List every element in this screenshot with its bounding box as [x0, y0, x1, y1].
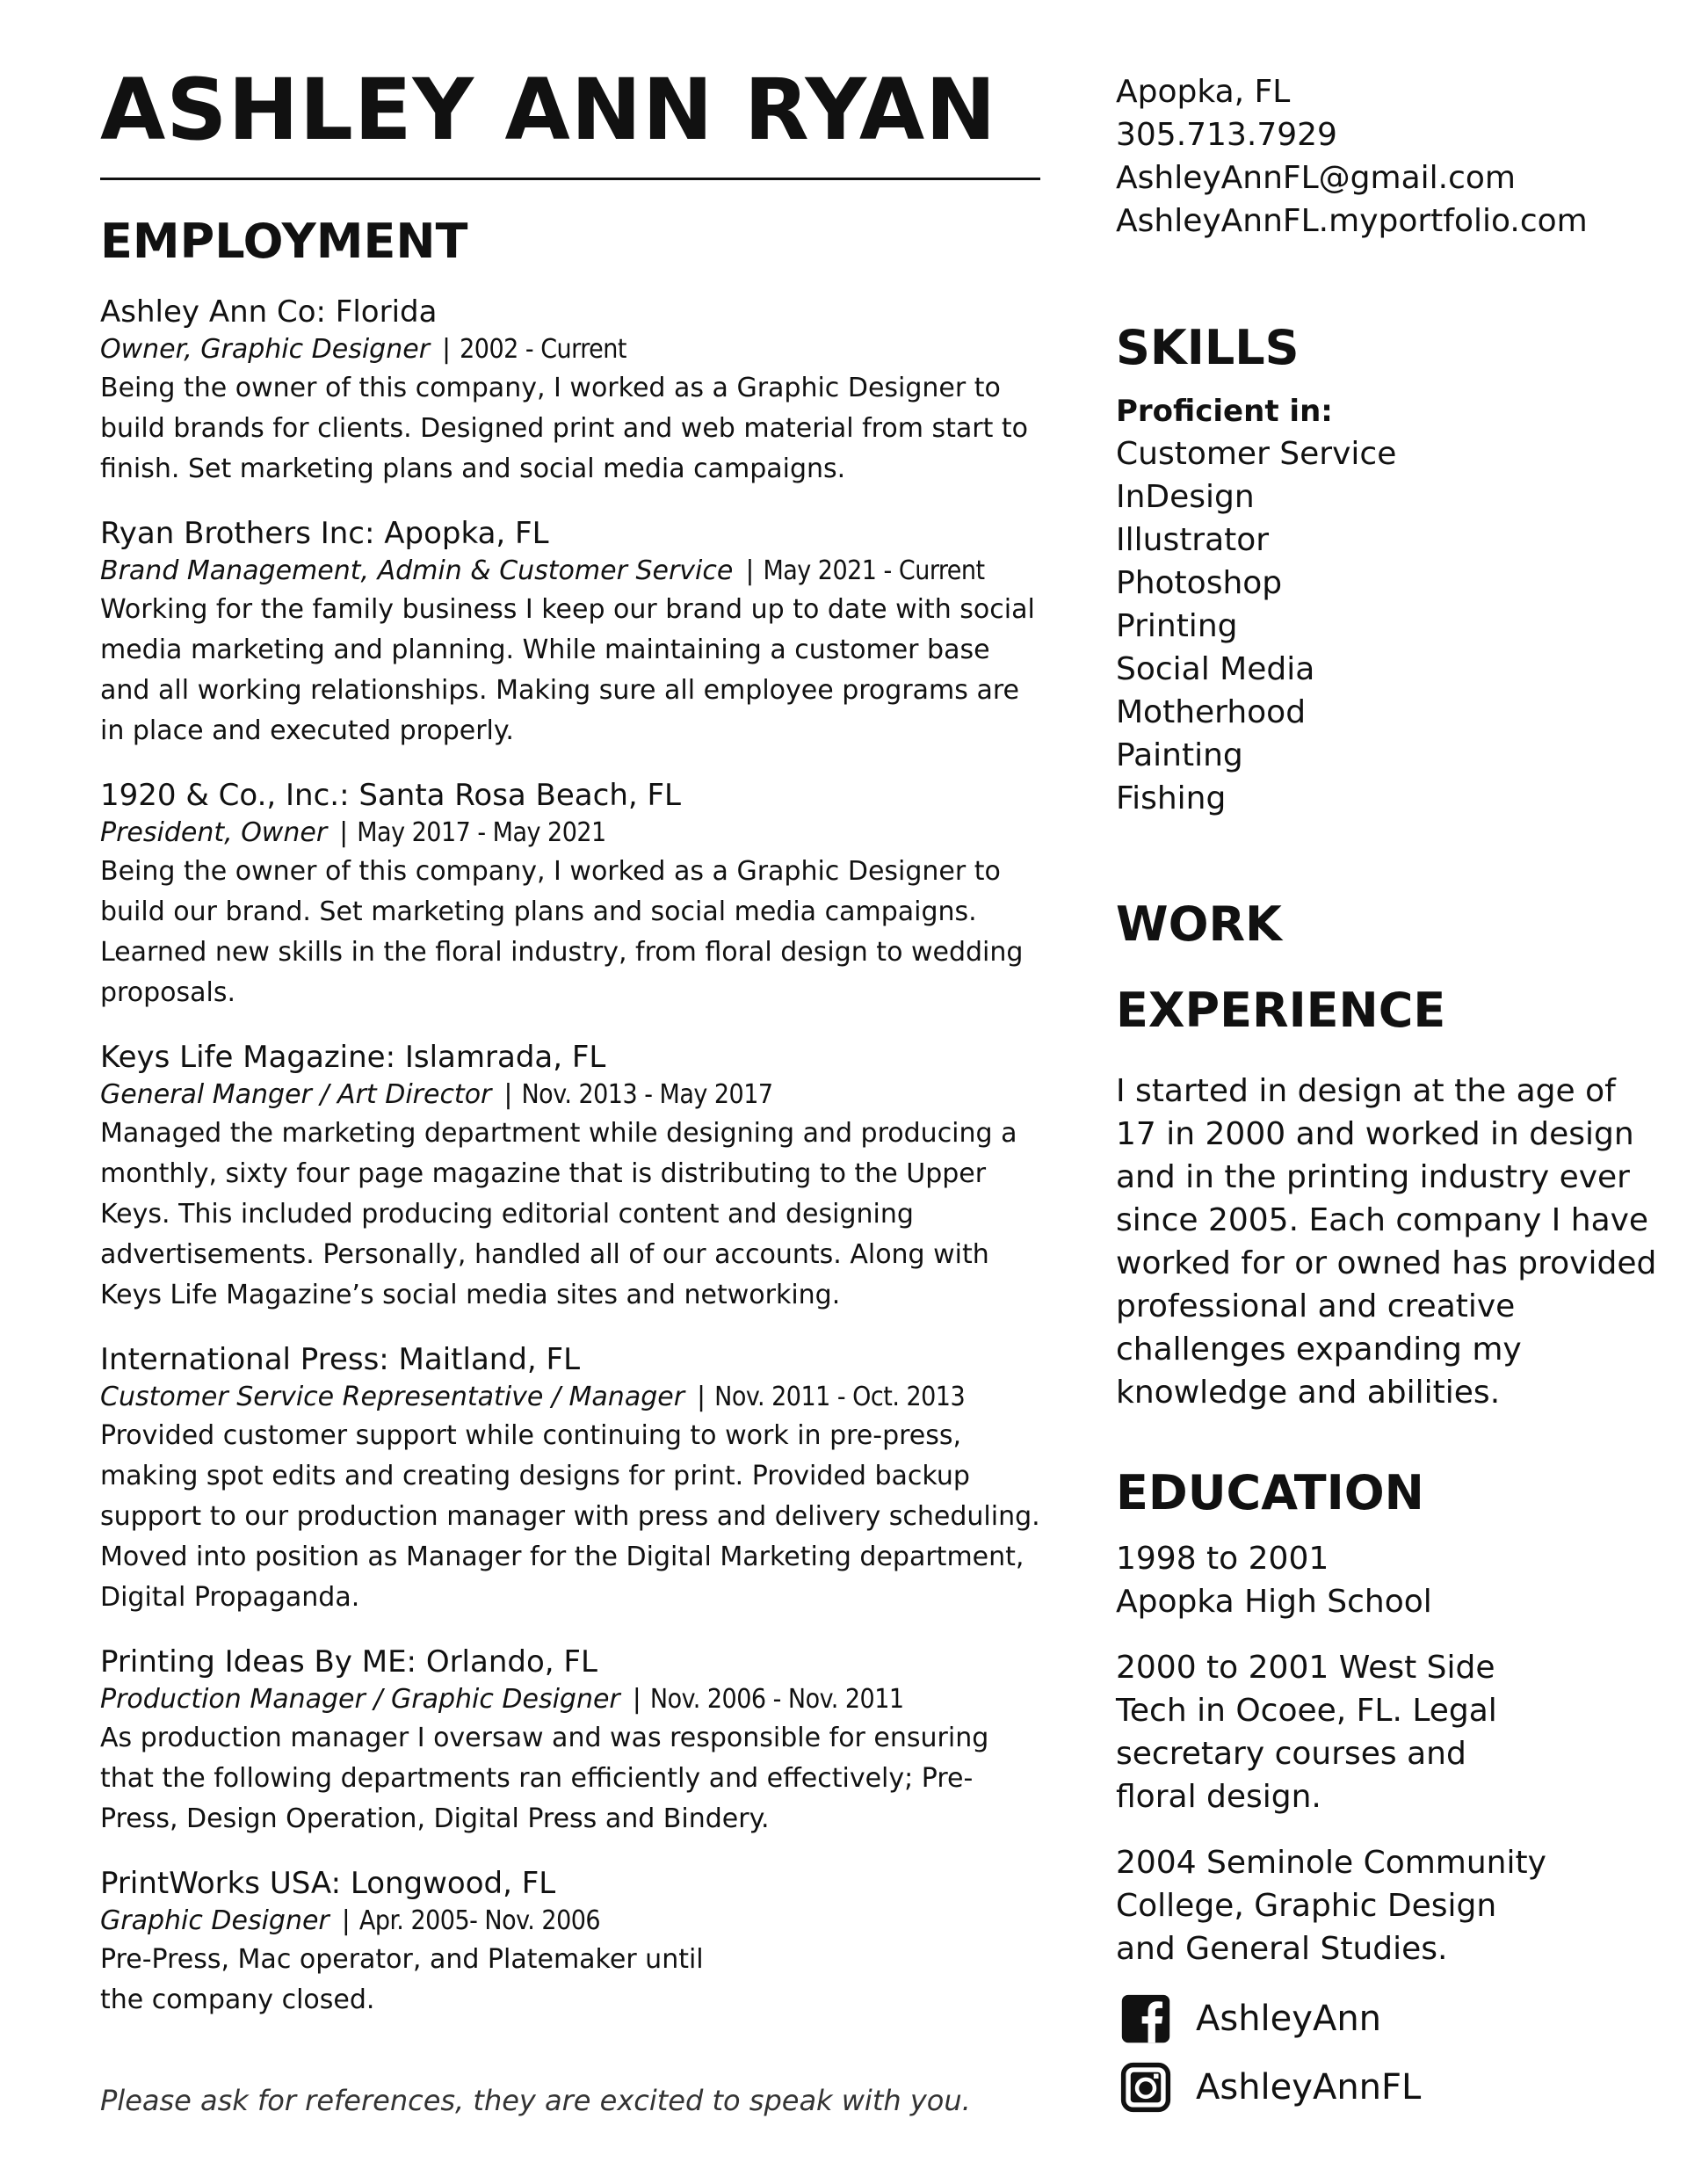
- education-heading: EDUCATION: [1116, 1465, 1424, 1520]
- job-title: General Manger / Art Director: [100, 1079, 492, 1110]
- job-dates: Nov. 2013 - May 2017: [521, 1079, 773, 1110]
- instagram-link[interactable]: [1120, 2053, 1421, 2122]
- contact-block: [1116, 70, 1661, 243]
- skill-item: Customer Service: [1116, 436, 1397, 472]
- right-column: [1116, 70, 1661, 1993]
- work-heading-line1: WORK: [1116, 896, 1282, 952]
- job-separator: |: [632, 1684, 641, 1715]
- skills-list: [1116, 432, 1661, 820]
- job-role: [100, 1903, 1040, 1940]
- job-role: [100, 1681, 1040, 1718]
- job-separator: |: [745, 555, 755, 586]
- left-column: [100, 62, 1040, 2045]
- job-role: [100, 1379, 1040, 1416]
- job-description: Being the owner of this company, I worked as a Graphic Designer to build our brand. Set marketing plans and social media campaigns. Learned new skills in the floral industry, from floral design to wedding proposals.: [100, 856, 1024, 1008]
- work-experience-heading: [1116, 882, 1661, 1054]
- employment-heading: EMPLOYMENT: [100, 214, 468, 269]
- job-title: Customer Service Representative / Manager: [100, 1382, 685, 1412]
- header-divider: [100, 178, 1040, 180]
- job-separator: |: [697, 1382, 706, 1412]
- instagram-handle: AshleyAnnFL: [1196, 2067, 1422, 2108]
- job-entry: [100, 1340, 1040, 1618]
- work-heading-line2: EXPERIENCE: [1116, 983, 1446, 1038]
- job-role: [100, 331, 1040, 368]
- job-company: Keys Life Magazine: Islamrada, FL: [100, 1040, 606, 1075]
- job-title: Owner, Graphic Designer: [100, 334, 431, 365]
- education-item: 1998 to 2001 Apopka High School: [1116, 1541, 1432, 1620]
- job-company: Ashley Ann Co: Florida: [100, 294, 438, 330]
- skill-item: Social Media: [1116, 651, 1315, 687]
- job-title: Production Manager / Graphic Designer: [100, 1684, 620, 1715]
- job-entry: [100, 1864, 1040, 2021]
- job-company: 1920 & Co., Inc.: Santa Rosa Beach, FL: [100, 778, 681, 813]
- skill-item: Photoshop: [1116, 565, 1283, 601]
- job-dates: Apr. 2005- Nov. 2006: [358, 1905, 601, 1936]
- skills-heading: SKILLS: [1116, 320, 1300, 375]
- facebook-handle: AshleyAnn: [1196, 1999, 1382, 2039]
- skill-item: Fishing: [1116, 780, 1227, 816]
- job-dates: Nov. 2011 - Oct. 2013: [714, 1382, 966, 1412]
- job-dates: May 2021 - Current: [763, 555, 985, 586]
- skill-item: Illustrator: [1116, 522, 1270, 558]
- job-dates: May 2017 - May 2021: [357, 817, 606, 848]
- job-role: [100, 1077, 1040, 1114]
- contact-phone: 305.713.7929: [1116, 117, 1337, 153]
- contact-website: AshleyAnnFL.myportfolio.com: [1116, 203, 1588, 239]
- job-entry: [100, 1038, 1040, 1316]
- job-separator: |: [503, 1079, 513, 1110]
- job-title: President, Owner: [100, 817, 328, 848]
- job-description: Provided customer support while continuing to work in pre-press, making spot edits and creating designs for print. Provided backup support to our production manager with press and delivery scheduling. Moved into position as Manager for the Digital Marketing department, Digital Propaganda.: [100, 1420, 1040, 1613]
- facebook-icon: [1120, 1993, 1171, 2044]
- job-entry: [100, 514, 1040, 751]
- education-item: 2004 Seminole Community College, Graphic Design and General Studies.: [1116, 1845, 1546, 1967]
- job-description: Working for the family business I keep our brand up to date with social media marketing and planning. While maintaining a customer base and all working relationships. Making sure all employee programs are in place and executed properly.: [100, 594, 1035, 746]
- job-role: [100, 553, 1040, 590]
- skill-item: Painting: [1116, 737, 1243, 773]
- job-description: Being the owner of this company, I worked as a Graphic Designer to build brands for clients. Designed print and web material from start to finish. Set marketing plans and social media campaigns.: [100, 373, 1028, 484]
- job-dates: 2002 - Current: [460, 334, 626, 365]
- job-separator: |: [341, 1905, 351, 1936]
- job-company: Ryan Brothers Inc: Apopka, FL: [100, 516, 549, 551]
- contact-email: AshleyAnnFL@gmail.com: [1116, 160, 1516, 196]
- job-dates: Nov. 2006 - Nov. 2011: [649, 1684, 904, 1715]
- contact-location: Apopka, FL: [1116, 74, 1291, 110]
- instagram-icon: [1120, 2062, 1171, 2113]
- work-experience-text: I started in design at the age of 17 in 2000 and worked in design and in the printing industry ever since 2005. Each company I have worked for or owned has provided professional and creative challenges expanding my knowledge and abilities.: [1116, 1073, 1657, 1411]
- job-company: Printing Ideas By ME: Orlando, FL: [100, 1644, 597, 1680]
- job-role: [100, 815, 1040, 852]
- references-note: Please ask for references, they are excited to speak with you.: [100, 2084, 971, 2117]
- job-description: Managed the marketing department while designing and producing a monthly, sixty four page magazine that is distributing to the Upper Keys. This included producing editorial content and designing advertisements. Personally, handled all of our accounts. Along with Keys Life Magazine’s social media sites and networking.: [100, 1118, 1017, 1310]
- facebook-link[interactable]: [1120, 1984, 1421, 2053]
- job-entry: [100, 293, 1040, 490]
- resume-name: ASHLEY ANN RYAN: [100, 61, 997, 159]
- job-company: PrintWorks USA: Longwood, FL: [100, 1866, 556, 1901]
- skill-item: Printing: [1116, 608, 1238, 644]
- skills-subheading: Proficient in:: [1116, 394, 1333, 429]
- skill-item: Motherhood: [1116, 694, 1307, 730]
- job-title: Brand Management, Admin & Customer Service: [100, 555, 734, 586]
- job-separator: |: [339, 817, 349, 848]
- job-company: International Press: Maitland, FL: [100, 1342, 581, 1377]
- job-description: Pre-Press, Mac operator, and Platemaker until the company closed.: [100, 1944, 704, 2015]
- job-entry: [100, 1643, 1040, 1839]
- education-item: 2000 to 2001 West Side Tech in Ocoee, FL. Legal secretary courses and floral design.: [1116, 1650, 1497, 1815]
- job-separator: |: [442, 334, 452, 365]
- job-description: As production manager I oversaw and was responsible for ensuring that the following departments ran efficiently and effectively; Pre-Press, Design Operation, Digital Press and Bindery.: [100, 1723, 989, 1834]
- skill-item: InDesign: [1116, 479, 1255, 515]
- social-links: [1120, 1984, 1421, 2122]
- job-entry: [100, 776, 1040, 1013]
- job-title: Graphic Designer: [100, 1905, 329, 1936]
